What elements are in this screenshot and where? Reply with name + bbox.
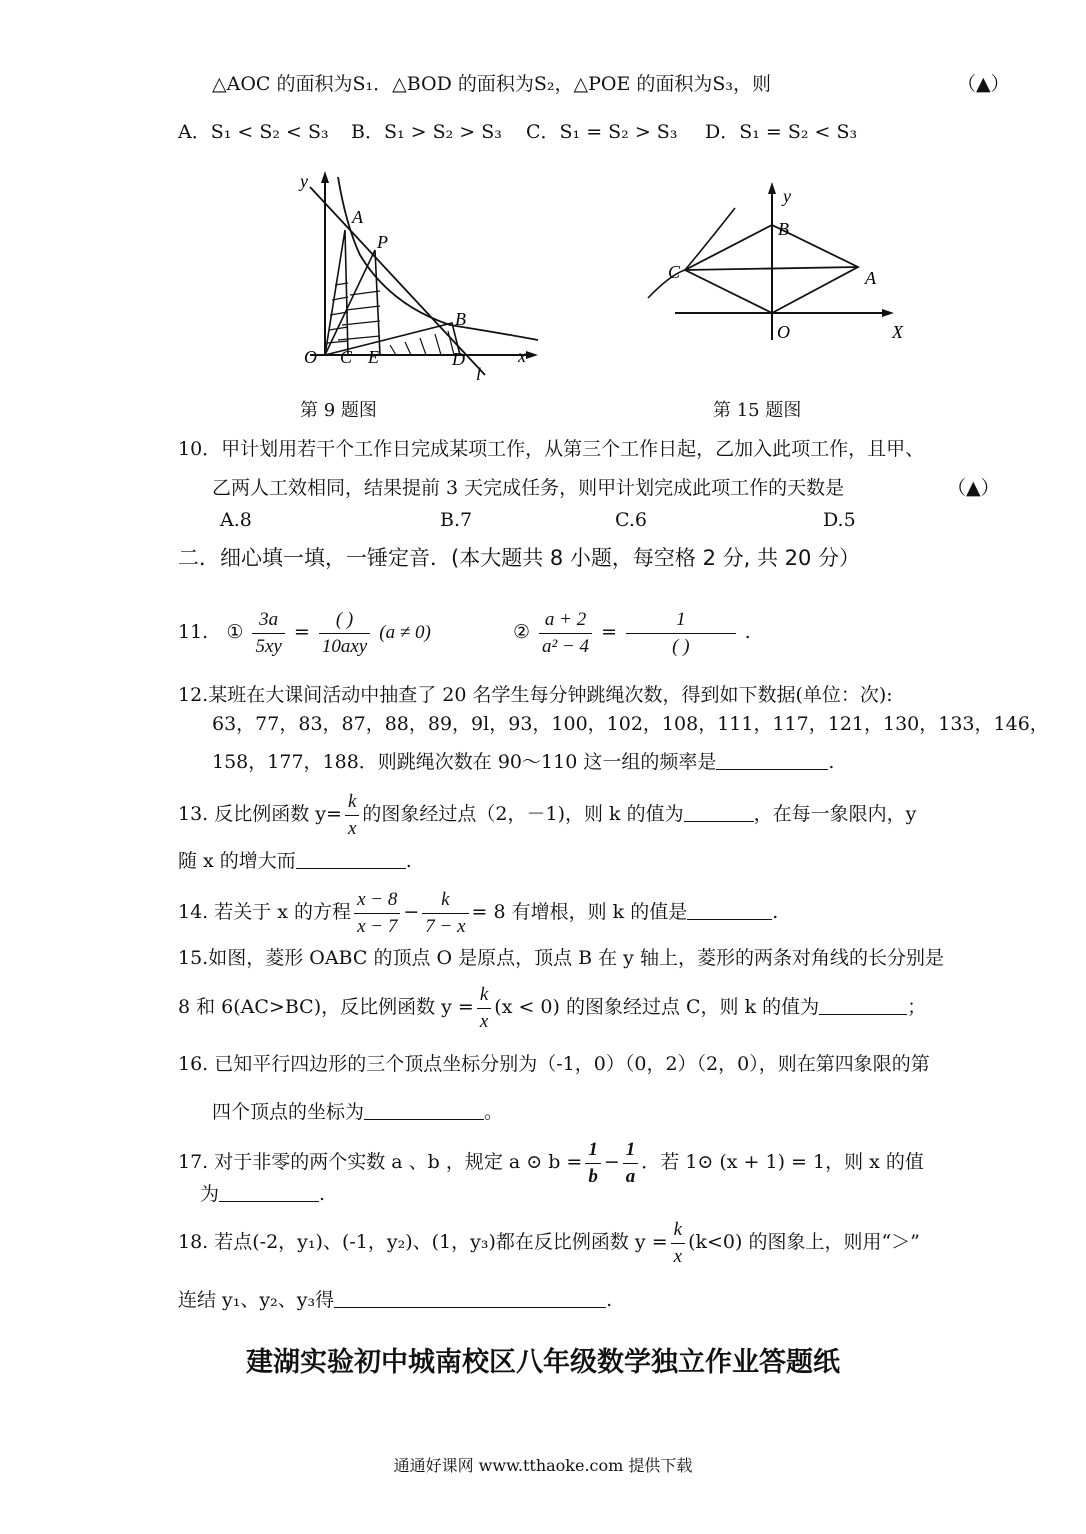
fig9-caption: 第 9 题图 <box>300 400 377 421</box>
footer-source: 通通好课网 www.tthaoke.com 提供下载 <box>393 1456 693 1475</box>
q10-option-a: A.8 <box>220 509 252 531</box>
section-2-header: 二．细心填一填，一锤定音．(本大题共 8 小题，每空格 2 分, 共 20 分） <box>178 546 861 570</box>
fig9-label-o: O <box>304 347 317 367</box>
q14-frac-2: $\frac{k}{7 - x}$ <box>422 889 468 938</box>
q11: 11. ① $\frac{3a}{5xy}$ = $\frac{( )}{\text{10axy}}$ (a ≠ 0) ② $\frac{a + 2}{\text{a² − 4}}$ = $\frac{1}{( )}$ . <box>178 608 751 657</box>
fig9-label-e: E <box>368 347 379 367</box>
q15-line2: 8 和 6(AC>BC)，反比例函数 y = $\frac{k}{x}$ (x < 0) 的图象经过点 C，则 k 的值为 ； <box>178 983 927 1032</box>
fig9-label-p: P <box>377 232 388 252</box>
q9-option-b: B．S₁ > S₂ > S₃ <box>351 121 502 143</box>
q14-answer-blank[interactable] <box>687 901 772 920</box>
fig9-label-x: x <box>518 346 526 366</box>
q15-answer-blank[interactable] <box>819 996 907 1015</box>
fig15-label-o: O <box>777 322 790 342</box>
q18-frac: $\frac{k}{x}$ <box>671 1219 685 1268</box>
q13-frac: $\frac{k}{x}$ <box>345 791 359 840</box>
q16-line2: 四个顶点的坐标为 。 <box>212 1101 504 1123</box>
q14-frac-1: $\frac{x - 8}{x - 7}$ <box>354 889 400 938</box>
fig15-label-a: A <box>865 268 876 288</box>
q17-frac-2: $\frac{1}{a}$ <box>623 1139 639 1188</box>
fig9-label-c: C <box>340 347 353 367</box>
q18-answer-blank[interactable] <box>334 1289 606 1308</box>
q18-line1: 18. 若点(-2，y₁)、(-1，y₂)、(1，y₃)都在反比例函数 y = $\frac{k}{x}$ (k<0) 的图象上，则用“＞” <box>178 1218 920 1267</box>
q17-line1: 17. 对于非零的两个实数 a 、b ，规定 a ⊙ b = $\frac{1}{b}$ − $\frac{1}{a}$ ．若 1⊙ (x + 1) = 1，则 x 的值 <box>178 1138 924 1187</box>
fig15-label-b: B <box>778 219 789 239</box>
q17-answer-blank[interactable] <box>219 1183 319 1202</box>
q12-line2: 63，77，83，87，88，89，9l，93，100，102，108，111，117，121，130，133，146， <box>212 713 1049 735</box>
q17-frac-1: $\frac{1}{b}$ <box>585 1139 601 1188</box>
fig15-label-y: y <box>783 186 791 206</box>
fig15-caption: 第 15 题图 <box>713 400 802 421</box>
fig9-label-y: y <box>300 171 308 191</box>
q13-answer-blank-2[interactable] <box>296 850 406 869</box>
q13-line1: 13. 反比例函数 y= $\frac{k}{x}$ 的图象经过点（2，－1)，则 k 的值为 ，在每一象限内，y <box>178 790 917 839</box>
q9-option-a: A．S₁ < S₂ < S₃ <box>178 121 329 143</box>
q10-option-d: D.5 <box>823 509 856 531</box>
q18-line2: 连结 y₁、y₂、y₃得 . <box>178 1289 613 1311</box>
fig9-label-b: B <box>455 309 466 329</box>
q12-answer-blank[interactable] <box>716 751 828 770</box>
q14: 14. 若关于 x 的方程 $\frac{x - 8}{x - 7}$ − $\frac{k}{7 - x}$ = 8 有增根，则 k 的值是 . <box>178 888 779 937</box>
q9-option-d: D．S₁ = S₂ < S₃ <box>705 121 858 143</box>
fig9-label-l: l <box>476 364 482 384</box>
figure-9 <box>280 165 550 390</box>
q11-frac-1: $\frac{3a}{5xy}$ <box>252 609 284 658</box>
fig9-label-a: A <box>352 207 363 227</box>
fig9-label-d: D <box>452 349 465 369</box>
q12-line3: 158，177，188．则跳绳次数在 90～110 这一组的频率是 . <box>212 751 835 773</box>
answer-sheet-heading: 建湖实验初中城南校区八年级数学独立作业答题纸 <box>246 1347 840 1378</box>
fig15-label-c: C <box>668 262 681 282</box>
q10-line2: 乙两人工效相同，结果提前 3 天完成任务，则甲计划完成此项工作的天数是 <box>212 477 845 499</box>
q12-line1: 12.某班在大课间活动中抽查了 20 名学生每分钟跳绳次数，得到如下数据(单位：次): <box>178 684 893 706</box>
q11-frac-4: $\frac{1}{( )}$ <box>626 609 736 658</box>
q11-frac-2: $\frac{( )}{\text{10axy}}$ <box>319 609 370 658</box>
fig15-label-x: X <box>892 322 903 342</box>
q13-line2: 随 x 的增大而 . <box>178 850 412 872</box>
q13-answer-blank-1[interactable] <box>684 803 754 822</box>
q10-answer-mark: （▲） <box>947 477 1000 499</box>
q17-line2: 为 . <box>200 1183 326 1205</box>
q9-stem: △AOC 的面积为S₁．△BOD 的面积为S₂，△POE 的面积为S₃，则 <box>212 73 772 95</box>
q16-answer-blank[interactable] <box>364 1101 484 1120</box>
q10-option-c: C.6 <box>615 509 647 531</box>
q15-line1: 15.如图，菱形 OABC 的顶点 O 是原点，顶点 B 在 y 轴上，菱形的两条对角线的长分别是 <box>178 947 944 969</box>
q9-option-c: C．S₁ = S₂ > S₃ <box>526 121 678 143</box>
q16-line1: 16. 已知平行四边形的三个顶点坐标分别为（-1，0）（0，2）（2，0），则在第四象限的第 <box>178 1053 930 1075</box>
q10-line1: 10．甲计划用若干个工作日完成某项工作，从第三个工作日起，乙加入此项工作，且甲、 <box>178 438 925 460</box>
q10-option-b: B.7 <box>440 509 473 531</box>
q15-frac: $\frac{k}{x}$ <box>477 984 491 1033</box>
figure-15 <box>640 180 920 350</box>
q11-frac-3: $\frac{a + 2}{\text{a² − 4}}$ <box>539 609 592 658</box>
q9-answer-mark: （▲） <box>957 73 1010 95</box>
